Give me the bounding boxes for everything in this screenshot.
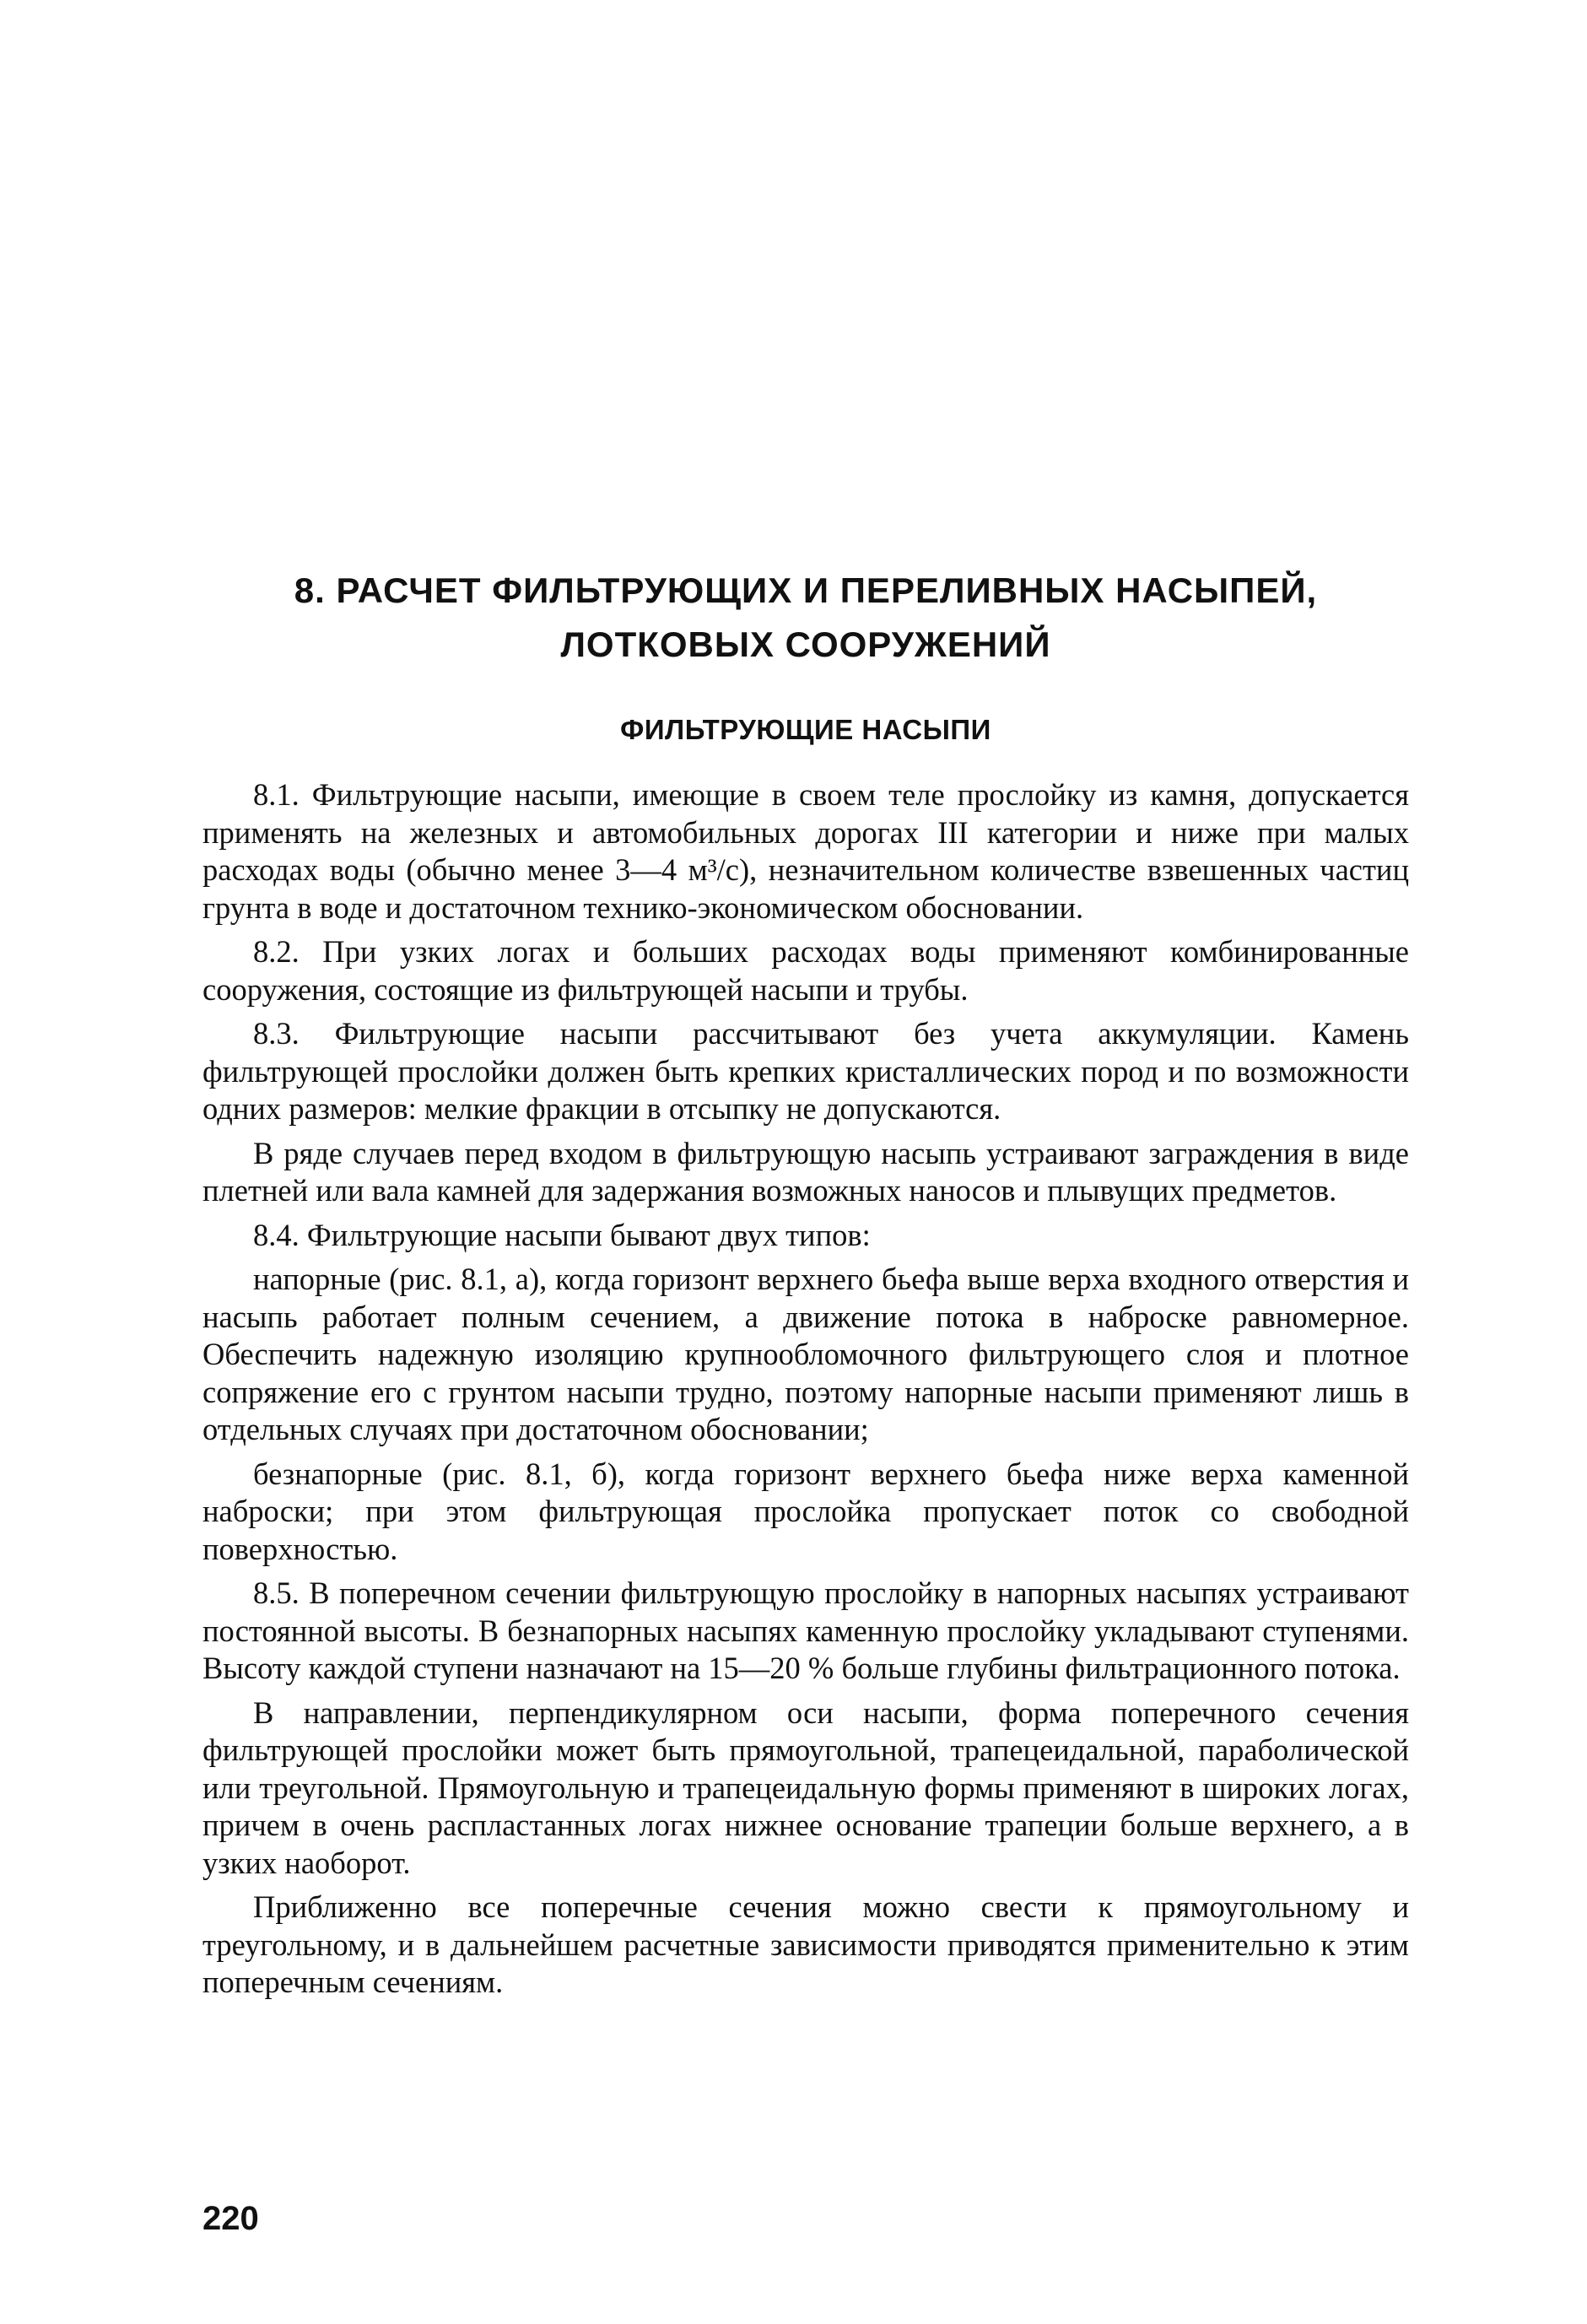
chapter-title-line-1: 8. РАСЧЕТ ФИЛЬТРУЮЩИХ И ПЕРЕЛИВНЫХ НАСЫПЕЙ,	[294, 570, 1318, 610]
chapter-title-line-2: ЛОТКОВЫХ СООРУЖЕНИЙ	[560, 624, 1051, 664]
paragraph-pressure-type: напорные (рис. 8.1, а), когда горизонт верхнего бьефа выше верха входного отверстия и насыпь работает полным сечением, а движение потока в наброске равномерное. Обеспечить надежную изоляцию крупнообломочного фильтрующего слоя и плотное сопряжение его с грунтом насыпи трудно, поэтому напорные насыпи применяют лишь в отдельных случаях при достаточном обосновании;	[202, 1262, 1409, 1446]
paragraph-8-5: 8.5. В поперечном сечении фильтрующую прослойку в напорных насыпях устраивают постоянной высоты. В безнапорных насыпях каменную прослойку укладывают ступенями. Высоту каждой ступени назначают на 15—20 % больше глубины фильтрационного потока.	[202, 1575, 1409, 1685]
section-title: ФИЛЬТРУЮЩИЕ НАСЫПИ	[620, 714, 991, 745]
paragraph-8-3: 8.3. Фильтрующие насыпи рассчитывают без учета аккумуляции. Камень фильтрующей прослойки должен быть крепких кристаллических пород и по возможности одних размеров: мелкие фракции в отсыпку не допускаются.	[202, 1016, 1409, 1126]
page-number: 220	[202, 2200, 259, 2237]
paragraph-8-4: 8.4. Фильтрующие насыпи бывают двух типов:	[253, 1217, 871, 1252]
body-text	[202, 776, 1409, 2008]
paragraph-8-1: 8.1. Фильтрующие насыпи, имеющие в своем теле прослойку из камня, допускается применять на железных и автомобильных дорогах III категории и ниже при малых расходах воды (обычно менее 3—4 м³/с), незначительном количестве взвешенных частиц грунта в воде и достаточном технико-экономическом обосновании.	[202, 777, 1409, 925]
document-page	[202, 0, 1409, 2324]
paragraph-8-2: 8.2. При узких логах и больших расходах воды применяют комбинированные сооружения, состоящие из фильтрующей насыпи и трубы.	[202, 934, 1409, 1007]
paragraph-cross-section-shapes: В направлении, перпендикулярном оси насыпи, форма поперечного сечения фильтрующей прослойки может быть прямоугольной, трапецеидальной, параболической или треугольной. Прямоугольную и трапецеидальную формы применяют в широких логах, причем в очень распластанных логах нижнее основание трапеции больше верхнего, а в узких наоборот.	[202, 1694, 1409, 1880]
paragraph-8-3-continued: В ряде случаев перед входом в фильтрующую насыпь устраивают заграждения в виде плетней или вала камней для задержания возможных наносов и плывущих предметов.	[202, 1135, 1409, 1208]
paragraph-free-flow-type: безнапорные (рис. 8.1, б), когда горизонт верхнего бьефа ниже верха каменной наброски; при этом фильтрующая прослойка пропускает поток со свободной поверхностью.	[202, 1456, 1409, 1566]
paragraph-approximation: Приближенно все поперечные сечения можно свести к прямоугольному и треугольному, и в дальнейшем расчетные зависимости приводятся применительно к этим поперечным сечениям.	[202, 1889, 1409, 1999]
chapter-title	[202, 564, 1409, 672]
